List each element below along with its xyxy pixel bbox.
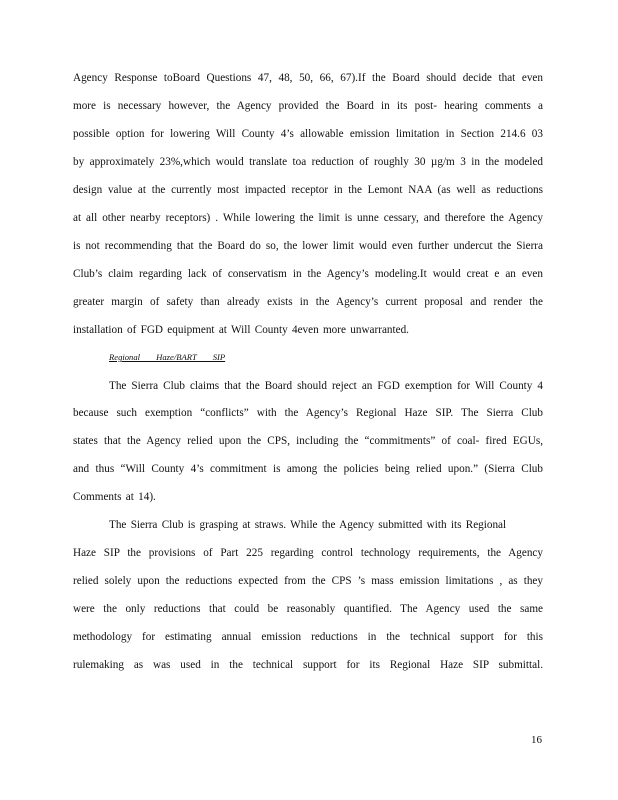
text-line: Comments at 14). bbox=[73, 491, 156, 503]
text-line: more is necessary however, the Agency provided the Board in its post- hearing comments a bbox=[73, 100, 543, 112]
text-line: methodology for estimating annual emission reductions in the technical support for this bbox=[73, 631, 543, 643]
text-line: design value at the currently most impacted receptor in the Lemont NAA (as well as reductions bbox=[73, 184, 543, 196]
text-line: at all other nearby receptors) . While lowering the limit is unne cessary, and therefore the Agency bbox=[73, 212, 543, 224]
section-heading: Regional Haze/BART SIP bbox=[109, 352, 226, 362]
text-line: were the only reductions that could be reasonably quantified. The Agency used the same bbox=[73, 603, 543, 615]
text-line: by approximately 23%,which would translate toa reduction of roughly 30 µg/m 3 in the modeled bbox=[73, 156, 543, 168]
text-line: states that the Agency relied upon the CPS, including the “commitments” of coal- fired EGUs, bbox=[73, 435, 543, 447]
text-line: The Sierra Club claims that the Board should reject an FGD exemption for Will County 4 bbox=[109, 380, 543, 392]
text-line: greater margin of safety than already exists in the Agency’s current proposal and render the bbox=[73, 296, 543, 308]
page-number: 16 bbox=[531, 734, 542, 746]
text-line: installation of FGD equipment at Will County 4even more unwarranted. bbox=[73, 324, 409, 336]
text-line: possible option for lowering Will County 4’s allowable emission limitation in Section 214.6 03 bbox=[73, 128, 543, 140]
text-line: The Sierra Club is grasping at straws. While the Agency submitted with its Regional bbox=[109, 519, 507, 531]
text-line: relied solely upon the reductions expected from the CPS ’s mass emission limitations , as they bbox=[73, 575, 543, 587]
text-line: Agency Response toBoard Questions 47, 48, 50, 66, 67).If the Board should decide that even bbox=[73, 72, 543, 84]
text-line: is not recommending that the Board do so, the lower limit would even further undercut the Sierra bbox=[73, 240, 543, 252]
text-line: rulemaking as was used in the technical support for its Regional Haze SIP submittal. bbox=[73, 659, 543, 671]
text-line: because such exemption “conflicts” with the Agency’s Regional Haze SIP. The Sierra Club bbox=[73, 407, 543, 419]
text-line: Haze SIP the provisions of Part 225 regarding control technology requirements, the Agency bbox=[73, 547, 543, 559]
text-line: Club’s claim regarding lack of conservatism in the Agency’s modeling.It would creat e an even bbox=[73, 268, 543, 280]
text-line: and thus “Will County 4’s commitment is among the policies being relied upon.” (Sierra Club bbox=[73, 463, 543, 475]
